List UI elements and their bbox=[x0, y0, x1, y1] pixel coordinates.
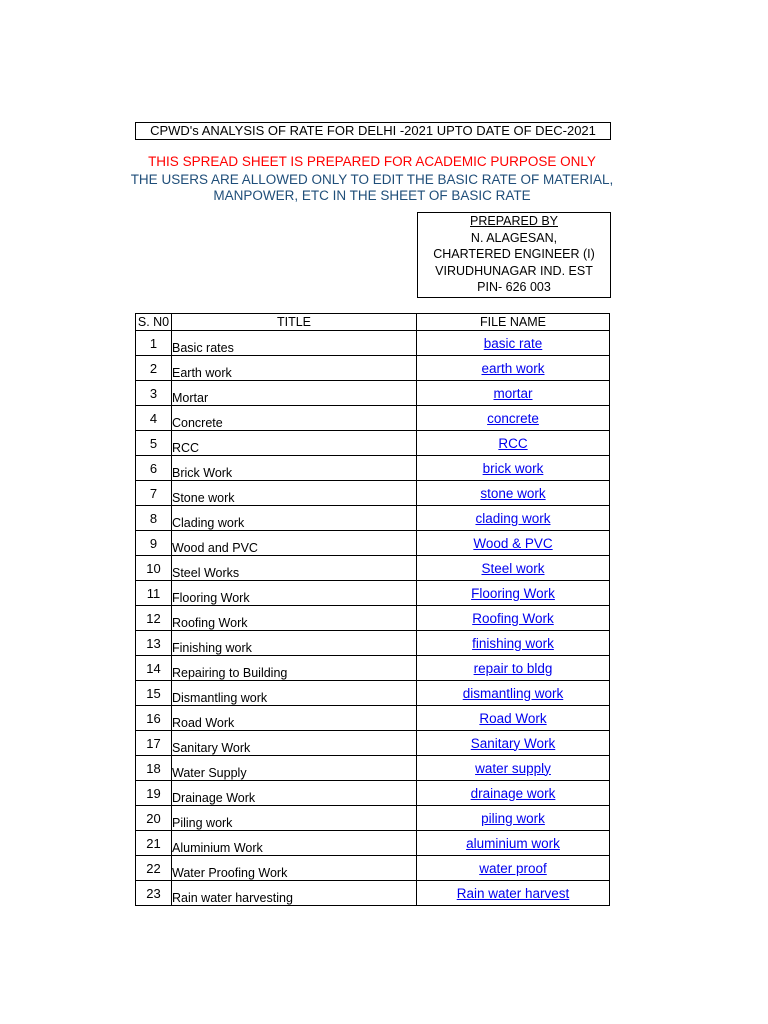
academic-notice: THIS SPREAD SHEET IS PREPARED FOR ACADEMIC PURPOSE ONLY bbox=[148, 154, 596, 169]
row-title: Stone work bbox=[172, 481, 417, 506]
row-title: Aluminium Work bbox=[172, 831, 417, 856]
table-row bbox=[136, 856, 610, 881]
row-title: Water Supply bbox=[172, 756, 417, 781]
row-title: Repairing to Building bbox=[172, 656, 417, 681]
file-link[interactable]: aluminium work bbox=[466, 835, 560, 851]
file-link[interactable]: Flooring Work bbox=[471, 585, 555, 601]
file-link[interactable]: mortar bbox=[493, 385, 533, 401]
prepared-by-address: VIRUDHUNAGAR IND. EST bbox=[435, 263, 593, 278]
row-title: Water Proofing Work bbox=[172, 856, 417, 881]
file-link[interactable]: Wood & PVC bbox=[473, 535, 553, 551]
row-file-cell bbox=[417, 706, 610, 731]
file-link[interactable]: stone work bbox=[480, 485, 546, 501]
table-row bbox=[136, 406, 610, 431]
row-title: Road Work bbox=[172, 706, 417, 731]
row-file-cell bbox=[417, 356, 610, 381]
table-row bbox=[136, 781, 610, 806]
row-file-cell bbox=[417, 831, 610, 856]
file-link[interactable]: Roofing Work bbox=[472, 610, 554, 626]
row-title: Brick Work bbox=[172, 456, 417, 481]
table-row bbox=[136, 706, 610, 731]
row-serial-number: 15 bbox=[136, 681, 172, 706]
file-link[interactable]: Rain water harvest bbox=[456, 885, 570, 901]
file-link[interactable]: basic rate bbox=[483, 335, 543, 351]
file-link[interactable]: Road Work bbox=[479, 710, 547, 726]
table-row bbox=[136, 481, 610, 506]
file-link[interactable]: earth work bbox=[481, 360, 545, 376]
table-header-row bbox=[136, 314, 610, 331]
row-serial-number: 8 bbox=[136, 506, 172, 531]
row-serial-number: 9 bbox=[136, 531, 172, 556]
file-link[interactable]: piling work bbox=[481, 810, 545, 826]
row-file-cell bbox=[417, 881, 610, 906]
table-row bbox=[136, 356, 610, 381]
file-link[interactable]: water proof bbox=[479, 860, 547, 876]
document-title: CPWD's ANALYSIS OF RATE FOR DELHI -2021 UPTO DATE OF DEC-2021 bbox=[135, 122, 611, 140]
row-file-cell bbox=[417, 331, 610, 356]
row-serial-number: 7 bbox=[136, 481, 172, 506]
row-title: Concrete bbox=[172, 406, 417, 431]
row-serial-number: 22 bbox=[136, 856, 172, 881]
row-file-cell bbox=[417, 731, 610, 756]
row-file-cell bbox=[417, 431, 610, 456]
row-serial-number: 16 bbox=[136, 706, 172, 731]
file-link[interactable]: finishing work bbox=[472, 635, 554, 651]
file-link[interactable]: clading work bbox=[475, 510, 551, 526]
file-link[interactable]: dismantling work bbox=[462, 685, 564, 701]
row-title: Roofing Work bbox=[172, 606, 417, 631]
row-title: Rain water harvesting bbox=[172, 881, 417, 906]
row-file-cell bbox=[417, 456, 610, 481]
row-title: Wood and PVC bbox=[172, 531, 417, 556]
row-title: Earth work bbox=[172, 356, 417, 381]
row-file-cell bbox=[417, 806, 610, 831]
edit-permission-notice bbox=[100, 172, 644, 204]
row-serial-number: 12 bbox=[136, 606, 172, 631]
row-serial-number: 21 bbox=[136, 831, 172, 856]
edit-notice-line-1: THE USERS ARE ALLOWED ONLY TO EDIT THE BASIC RATE OF MATERIAL, bbox=[130, 172, 614, 187]
row-file-cell bbox=[417, 681, 610, 706]
row-serial-number: 6 bbox=[136, 456, 172, 481]
row-file-cell bbox=[417, 406, 610, 431]
row-title: Steel Works bbox=[172, 556, 417, 581]
row-file-cell bbox=[417, 856, 610, 881]
row-serial-number: 1 bbox=[136, 331, 172, 356]
prepared-by-heading: PREPARED BY bbox=[470, 214, 558, 228]
row-serial-number: 3 bbox=[136, 381, 172, 406]
prepared-by-title: CHARTERED ENGINEER (I) bbox=[433, 247, 595, 261]
table-row bbox=[136, 881, 610, 906]
header-file-name: FILE NAME bbox=[417, 314, 610, 331]
row-title: Piling work bbox=[172, 806, 417, 831]
row-title: Mortar bbox=[172, 381, 417, 406]
row-file-cell bbox=[417, 581, 610, 606]
row-serial-number: 20 bbox=[136, 806, 172, 831]
file-link[interactable]: Steel work bbox=[481, 560, 545, 576]
row-file-cell bbox=[417, 606, 610, 631]
row-serial-number: 11 bbox=[136, 581, 172, 606]
row-file-cell bbox=[417, 656, 610, 681]
table-row bbox=[136, 331, 610, 356]
row-serial-number: 10 bbox=[136, 556, 172, 581]
row-title: Clading work bbox=[172, 506, 417, 531]
file-link[interactable]: repair to bldg bbox=[473, 660, 553, 676]
row-title: Basic rates bbox=[172, 331, 417, 356]
edit-notice-line-2: MANPOWER, ETC IN THE SHEET OF BASIC RATE bbox=[213, 188, 531, 203]
table-row bbox=[136, 681, 610, 706]
table-row bbox=[136, 456, 610, 481]
row-serial-number: 17 bbox=[136, 731, 172, 756]
row-title: Flooring Work bbox=[172, 581, 417, 606]
file-link[interactable]: water supply bbox=[475, 760, 551, 776]
table-row bbox=[136, 756, 610, 781]
table-row bbox=[136, 631, 610, 656]
file-link[interactable]: Sanitary Work bbox=[470, 735, 556, 751]
prepared-by-name: N. ALAGESAN, bbox=[470, 230, 558, 245]
file-link[interactable]: RCC bbox=[498, 435, 528, 451]
row-title: Drainage Work bbox=[172, 781, 417, 806]
table-row bbox=[136, 656, 610, 681]
table-row bbox=[136, 731, 610, 756]
row-title: Dismantling work bbox=[172, 681, 417, 706]
row-file-cell bbox=[417, 506, 610, 531]
row-serial-number: 23 bbox=[136, 881, 172, 906]
row-serial-number: 13 bbox=[136, 631, 172, 656]
row-serial-number: 19 bbox=[136, 781, 172, 806]
row-title: Sanitary Work bbox=[172, 731, 417, 756]
prepared-by-pin: PIN- 626 003 bbox=[477, 280, 551, 294]
table-row bbox=[136, 506, 610, 531]
row-serial-number: 14 bbox=[136, 656, 172, 681]
row-file-cell bbox=[417, 631, 610, 656]
prepared-by-box bbox=[417, 212, 611, 298]
table-row bbox=[136, 806, 610, 831]
row-serial-number: 4 bbox=[136, 406, 172, 431]
table-row bbox=[136, 381, 610, 406]
file-link[interactable]: brick work bbox=[482, 460, 544, 476]
file-index-table bbox=[135, 313, 610, 906]
row-title: RCC bbox=[172, 431, 417, 456]
table-row bbox=[136, 556, 610, 581]
row-file-cell bbox=[417, 481, 610, 506]
row-title: Finishing work bbox=[172, 631, 417, 656]
row-file-cell bbox=[417, 531, 610, 556]
table-row bbox=[136, 581, 610, 606]
table-row bbox=[136, 606, 610, 631]
file-link[interactable]: drainage work bbox=[470, 785, 556, 801]
row-serial-number: 2 bbox=[136, 356, 172, 381]
row-file-cell bbox=[417, 756, 610, 781]
row-file-cell bbox=[417, 781, 610, 806]
header-serial-number: S. N0 bbox=[136, 314, 172, 331]
row-file-cell bbox=[417, 381, 610, 406]
row-serial-number: 18 bbox=[136, 756, 172, 781]
table-row bbox=[136, 831, 610, 856]
table-row bbox=[136, 531, 610, 556]
table-row bbox=[136, 431, 610, 456]
row-serial-number: 5 bbox=[136, 431, 172, 456]
header-title: TITLE bbox=[172, 314, 417, 331]
file-link[interactable]: concrete bbox=[487, 410, 539, 426]
row-file-cell bbox=[417, 556, 610, 581]
